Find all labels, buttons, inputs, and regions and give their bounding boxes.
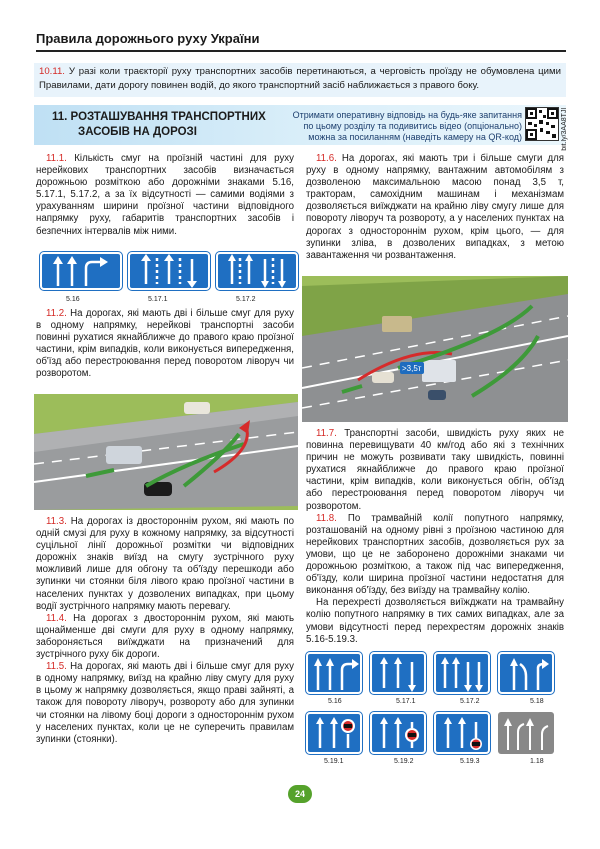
sign-5-16-icon (40, 252, 122, 290)
sign-label: 5.19.2 (394, 758, 414, 765)
paragraph-11-4 (36, 613, 294, 661)
paragraph-text: На дорогах, які мають дві і більше смуг для руху в одному напрямку, нерейкові транспортні засоби повинні рухатися якнайближче до правого краю проїзної частини, крім випадків, коли виконується випередження, об'їзд або перестроювання перед поворотом ліворуч чи розворотом. (36, 308, 294, 380)
paragraph-num: 11.2. (46, 308, 67, 319)
sign-5-19-2-icon (370, 712, 426, 754)
sign-label: 1.18 (530, 758, 544, 765)
paragraph-num: 11.7. (316, 428, 337, 439)
qr-instructions: Отримати оперативну відповідь на будь-яке запитання по цьому розділу та подивитись відео (опціонально) можна за посиланням (наведіть камеру на QR-код) (292, 110, 522, 142)
right-column-bottom (306, 428, 564, 646)
paragraph-11-7 (306, 428, 564, 513)
paragraph-text: На дорогах із двостороннім рухом, які мають по одній смузі для руху в кожному напрямку, за відсутності суцільної лінії дорожньої розмітки чи відповідних дорожніх знаків виїзд на смугу зустрічного руху можливий лише для обгону та об'їзду перешкоди або зупинки чи стоянки біля лівого краю проїзної частини в населених пунктах у дозволених випадках, при цьому водії зустрічного напрямку мають перевагу. (36, 516, 294, 612)
paragraph-text: По трамвайній колії попутного напрямку, розташованій на одному рівні з проїзною частиною для нерейкових транспортних засобів, дозволяється рух за умови, що це не заборонено дорожніми знаками чи дорожньою розміткою, а також під час випередження, об'їзду, коли ширина проїзної частини недостатня для виконання об'їзду, без виїзду на трамвайну колію. (306, 512, 564, 597)
paragraph-11-2 (36, 308, 294, 381)
sign-5-17-2-icon (434, 652, 490, 694)
sign-label: 5.16 (66, 296, 80, 303)
sign-5-19-3-icon (434, 712, 490, 754)
paragraph-num: 11.6. (316, 153, 337, 164)
left-column-mid (36, 308, 294, 381)
signs-row-right-2 (306, 712, 554, 754)
left-column-bottom (36, 516, 294, 746)
sign-label: 5.17.2 (236, 296, 256, 303)
intro-paragraph (34, 63, 566, 97)
sign-label: 5.18 (530, 698, 544, 705)
paragraph-11-8 (306, 513, 564, 598)
sign-label: 5.17.2 (460, 698, 480, 705)
illustration-road-three-lanes (302, 276, 568, 422)
sign-5-16-icon (306, 652, 362, 694)
paragraph-text: На дорогах, які мають три і більше смуги для руху в одному напрямку, вантажним автомобілям з дозволеною максимальною масою понад 3,5 т, тракторам, самохідним машинам і механізмам дозволяється виїжджати на крайню ліву смугу лише для повороту ліворуч та розвороту, а у населених пунктах на дорогах з одностороннім рухом, крім цього, — для зупинки зліва, в дозволених випадках, з метою завантаження чи розвантаження. (306, 153, 564, 261)
page-number: 24 (288, 785, 312, 803)
paragraph-tram-crossing: На перехресті дозволяється виїжджати на трамвайну колію попутного напрямку в тих самих випадках, але за умови відсутності перед перехрестям дорожніх знаків 5.16-5.19.3. (306, 597, 564, 645)
paragraph-text: Транспортні засоби, швидкість руху яких не повинна перевищувати 40 км/год або які з технічних причин не можуть розвивати таку швидкість, повинні рухатися якнайближче до правого краю проїзної частини, крім випадків, коли виконується обгін, об'їзд або перестроювання перед поворотом ліворуч чи розворотом. (306, 428, 564, 512)
truck-sign-text: >3,5т (402, 364, 422, 373)
intro-num: 10.11. (39, 66, 65, 77)
sign-label: 5.16 (328, 698, 342, 705)
sign-5-17-1-icon (128, 252, 210, 290)
signs-row-right-1 (306, 652, 554, 694)
signs-row-left (40, 252, 298, 290)
illustration-road-two-lanes (34, 394, 298, 510)
sign-label: 5.17.1 (148, 296, 168, 303)
paragraph-num: 11.4. (46, 612, 67, 624)
section-title-line1: 11. РОЗТАШУВАННЯ ТРАНСПОРТНИХ (52, 111, 266, 123)
qr-code-icon[interactable] (525, 107, 559, 141)
paragraph-num: 11.1. (46, 153, 67, 164)
paragraph-11-6 (306, 153, 564, 262)
section-title (52, 110, 272, 140)
sign-5-17-2-icon (216, 252, 298, 290)
paragraph-text: На дорогах, які мають дві і більше смуг для руху в одному напрямку, виїзд на крайню ліву смугу для руху в цьому ж напрямку дозволяється, якщо праві зайняті, а також для повороту ліворуч, розвороту або для зупинки чи стоянки на лівому боці дороги з одностороннім рухом у населених пунктах, коли це не суперечить правилам зупинки (стоянки). (36, 661, 294, 745)
paragraph-num: 11.8. (316, 512, 337, 524)
paragraph-11-3 (36, 516, 294, 613)
paragraph-num: 11.3. (46, 516, 67, 527)
sign-label: 5.19.3 (460, 758, 480, 765)
left-column-top (36, 153, 294, 238)
sign-5-17-1-icon (370, 652, 426, 694)
qr-url[interactable]: bit.ly/3AA8TJl (561, 108, 568, 151)
page-header (36, 30, 566, 52)
paragraph-text: Кількість смуг на проїзній частині для руху нерейкових транспортних засобів визначається дорожньою розміткою або дорожніми знаками 5.16, 5.17.1, 5.17.2, а за їх відсутності — самими водіями з урахуванням ширини проїзної частини відповідного напрямку руху, габаритів транспортних засобів і безпечних інтервалів між ними. (36, 153, 294, 237)
paragraph-num: 11.5. (46, 661, 67, 673)
sign-label: 5.19.1 (324, 758, 344, 765)
intro-text: У разі коли траєкторії руху транспортних засобів перетинаються, а черговість проїзду не обумовлена цими Правилами, дати дорогу повинен водій, до якого транспортний засіб наближається з правого боку. (39, 66, 561, 91)
paragraph-11-1 (36, 153, 294, 238)
sign-label: 5.17.1 (396, 698, 416, 705)
right-column-top (306, 153, 564, 262)
section-title-line2: ЗАСОБІВ НА ДОРОЗІ (78, 126, 197, 138)
sign-5-19-1-icon (306, 712, 362, 754)
sign-1-18-icon (498, 712, 554, 754)
sign-5-18-icon (498, 652, 554, 694)
paragraph-text: На дорогах з двостороннім рухом, які мають щонайменше дві смуги для руху в одному напрямку, забороняється виїжджати на призначений для зустрічного руху бік дороги. (36, 612, 294, 661)
page-header-title: Правила дорожнього руху України (36, 31, 260, 46)
paragraph-11-5 (36, 661, 294, 746)
